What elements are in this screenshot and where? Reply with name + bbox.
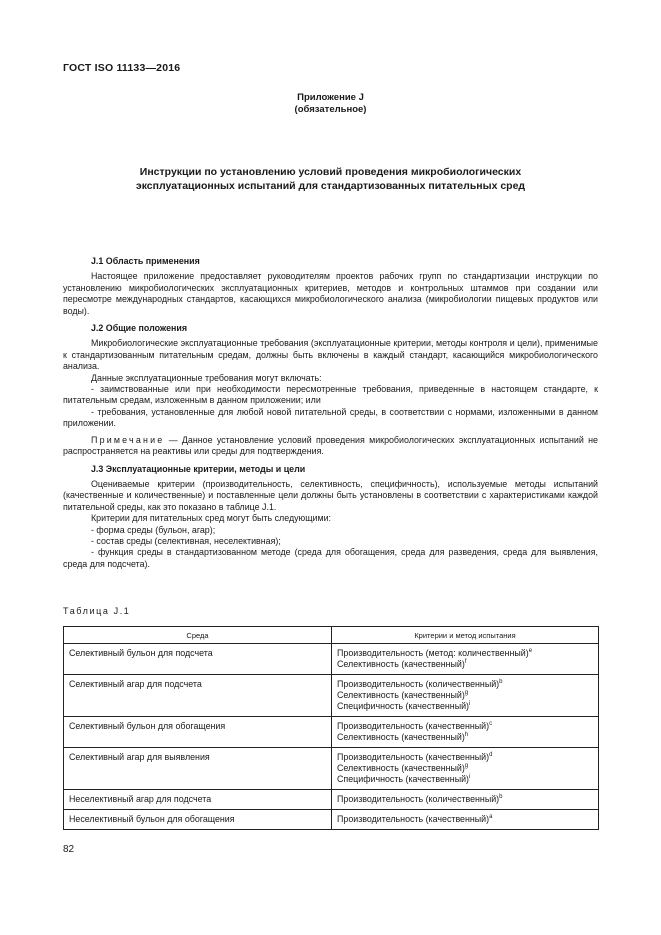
medium-cell: Селективный агар для подсчета	[64, 675, 332, 717]
footnote-marker: a	[489, 814, 493, 821]
note-text: — Данное установление условий проведения микробиологических эксплуатационных испытаний не распространяется на реактивы или среды для подтверждения.	[63, 434, 598, 457]
annex-status: (обязательное)	[294, 104, 367, 115]
medium-cell: Селективный бульон для подсчета	[64, 644, 332, 675]
table-row	[64, 748, 599, 790]
medium-cell: Селективный бульон для обогащения	[64, 717, 332, 748]
criterion-line	[337, 752, 593, 763]
criterion-text: Селективность (качественный)	[337, 732, 465, 742]
section-j3-paragraph-1: Оцениваемые критерии (производительность, селективность, специфичность), используемые методы испытаний (качественные и количественные) и поставленные цели должны быть установлены в соответствии с характеристиками каждой питательной среды, как это показано в таблице J.1.	[63, 478, 598, 512]
criterion-line	[337, 721, 593, 732]
annex-title	[100, 165, 561, 193]
section-j2-note	[63, 435, 598, 458]
criterion-line	[337, 814, 593, 825]
annex-label: Приложение J	[297, 92, 364, 103]
footnote-marker: f	[464, 659, 467, 666]
footnote-marker: g	[464, 690, 469, 697]
footnote-marker: i	[469, 774, 471, 781]
criterion-text: Специфичность (качественный)	[337, 774, 469, 784]
section-j2-list-item-1: - заимствованные или при необходимости пересмотренные требования, приведенные в настоящем стандарте, к питательным средам, изложенным в данном приложении; или	[63, 384, 598, 406]
criterion-text: Селективность (качественный)	[337, 763, 465, 773]
criterion-text: Производительность (количественный)	[337, 679, 500, 689]
criterion-line	[337, 774, 593, 785]
medium-cell: Неселективный бульон для обогащения	[64, 810, 332, 830]
criterion-line	[337, 659, 593, 670]
note-label: Примечание	[91, 434, 165, 445]
standard-header: ГОСТ ISO 11133—2016	[63, 62, 181, 74]
criterion-line	[337, 794, 593, 805]
criterion-line	[337, 701, 593, 712]
medium-cell: Селективный агар для выявления	[64, 748, 332, 790]
table-row	[64, 790, 599, 810]
criterion-line	[337, 648, 593, 659]
criteria-cell	[332, 748, 599, 790]
footnote-marker: g	[464, 763, 469, 770]
criteria-cell	[332, 717, 599, 748]
table-header-row	[64, 627, 599, 644]
annex-title-line-2: эксплуатационных испытаний для стандартизованных питательных сред	[135, 180, 526, 192]
footnote-marker: i	[469, 701, 471, 708]
table-row	[64, 675, 599, 717]
criterion-line	[337, 732, 593, 743]
footnote-marker: d	[489, 752, 493, 759]
table-row	[64, 717, 599, 748]
medium-cell: Неселективный агар для подсчета	[64, 790, 332, 810]
criterion-line	[337, 690, 593, 701]
criterion-line	[337, 679, 593, 690]
table-header-criteria: Критерии и метод испытания	[332, 627, 599, 644]
criterion-text: Производительность (метод: количественный)	[337, 648, 529, 658]
criterion-text: Производительность (качественный)	[337, 721, 490, 731]
criterion-line	[337, 763, 593, 774]
criterion-text: Селективность (качественный)	[337, 690, 465, 700]
table-row	[64, 810, 599, 830]
criteria-cell	[332, 810, 599, 830]
table-caption: Таблица J.1	[63, 606, 131, 616]
section-j3-list-item-2: - состав среды (селективная, неселективная);	[91, 535, 281, 546]
footnote-marker: c	[489, 721, 493, 728]
section-heading-j2: J.2 Общие положения	[91, 323, 188, 334]
footnote-marker: h	[464, 732, 469, 739]
section-j3-list-item-1: - форма среды (бульон, агар);	[91, 524, 216, 535]
section-j3-list-item-3: - функция среды в стандартизованном методе (среда для обогащения, среда для разведения, среда для выявления, среда для подсчета).	[63, 547, 598, 569]
footnote-marker: e	[528, 648, 533, 655]
section-j2-paragraph-2: Данные эксплуатационные требования могут включать:	[91, 372, 322, 383]
annex-title-line-1: Инструкции по установлению условий проведения микробиологических	[139, 166, 522, 178]
criteria-cell	[332, 790, 599, 810]
section-j2-paragraph-1: Микробиологические эксплуатационные требования (эксплуатационные критерии, методы контроля и цели), применимые к стандартизованным питательным средам, должны быть включены в каждый стандарт, касающийся микробиологического анализа.	[63, 338, 598, 372]
criteria-cell	[332, 675, 599, 717]
table-row	[64, 644, 599, 675]
footnote-marker: b	[499, 794, 503, 801]
page-number: 82	[63, 844, 75, 855]
section-heading-j3: J.3 Эксплуатационные критерии, методы и цели	[91, 463, 306, 474]
section-j2-list-item-2: - требования, установленные для любой новой питательной среды, в соответствии с нормами, изложенными в данном приложении.	[63, 406, 598, 429]
section-j1-paragraph: Настоящее приложение предоставляет руководителям проектов рабочих групп по стандартизации инструкции по установлению микробиологических эксплуатационных критериев, методов и контрольных штаммов при создании или пересмотре международных стандартов, касающихся микробиологического анализа (микробиологии пищевых продуктов или воды).	[63, 271, 598, 316]
criterion-text: Производительность (количественный)	[337, 794, 500, 804]
criterion-text: Производительность (качественный)	[337, 814, 490, 824]
footnote-marker: b	[499, 679, 503, 686]
document-body	[63, 256, 598, 570]
table-header-medium: Среда	[64, 627, 332, 644]
criteria-table	[63, 626, 599, 830]
section-heading-j1: J.1 Область применения	[91, 256, 200, 266]
criterion-text: Селективность (качественный)	[337, 659, 465, 669]
section-j3-paragraph-2: Критерии для питательных сред могут быть следующими:	[91, 513, 331, 524]
criterion-text: Производительность (качественный)	[337, 752, 490, 762]
criterion-text: Специфичность (качественный)	[337, 701, 469, 711]
criteria-cell	[332, 644, 599, 675]
